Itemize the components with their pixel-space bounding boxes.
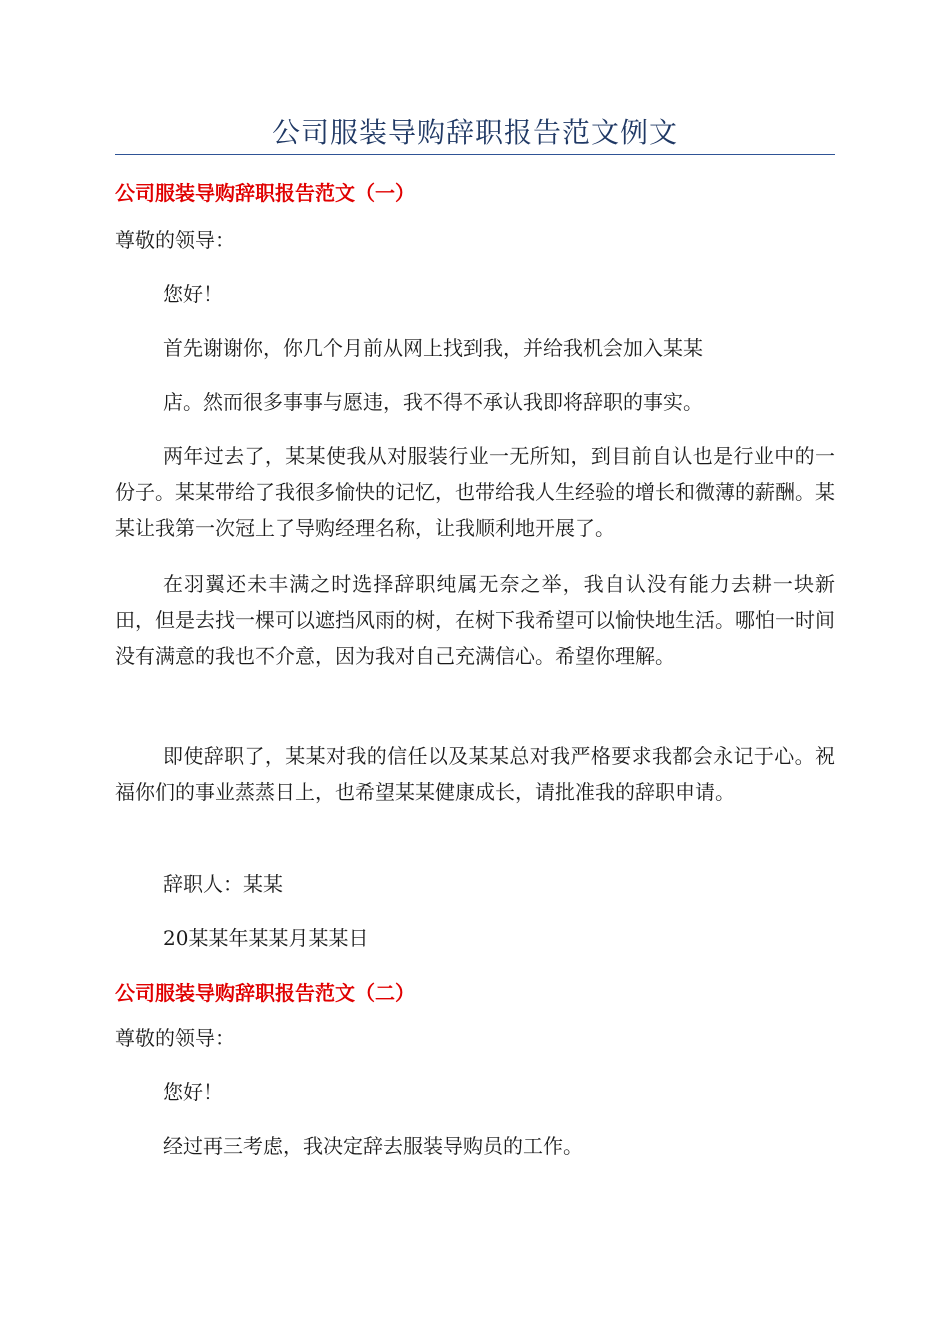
paragraph-1-1: 首先谢谢你，你几个月前从网上找到我，并给我机会加入某某	[163, 336, 703, 360]
paragraph-1-4: 在羽翼还未丰满之时选择辞职纯属无奈之举，我自认没有能力去耕一块新田，但是去找一棵可以遮挡风雨的树，在树下我希望可以愉快地生活。哪怕一时间没有满意的我也不介意，因为我对自己充满信心。希望你理解。	[115, 572, 835, 668]
salutation-1: 尊敬的领导：	[115, 228, 235, 252]
paragraph-2-1: 经过再三考虑，我决定辞去服装导购员的工作。	[163, 1134, 583, 1158]
section-heading-2: 公司服装导购辞职报告范文（二）	[115, 981, 415, 1005]
greeting-1: 您好！	[163, 282, 223, 306]
title-divider	[115, 154, 835, 155]
paragraph-1-5: 即使辞职了，某某对我的信任以及某某总对我严格要求我都会永记于心。祝福你们的事业蒸蒸日上，也希望某某健康成长，请批准我的辞职申请。	[115, 744, 835, 804]
paragraph-1-3: 两年过去了，某某使我从对服装行业一无所知，到目前自认也是行业中的一份子。某某带给了我很多愉快的记忆，也带给我人生经验的增长和微薄的薪酬。某某让我第一次冠上了导购经理名称，让我顺利地开展了。	[115, 444, 835, 540]
paragraph-1-2: 店。然而很多事事与愿违，我不得不承认我即将辞职的事实。	[163, 390, 703, 414]
document-title: 公司服装导购辞职报告范文例文	[271, 116, 678, 149]
greeting-2: 您好！	[163, 1080, 223, 1104]
date: 20某某年某某月某某日	[163, 926, 369, 950]
salutation-2: 尊敬的领导：	[115, 1026, 235, 1050]
signature: 辞职人：某某	[163, 872, 283, 896]
section-heading-1: 公司服装导购辞职报告范文（一）	[115, 181, 415, 205]
